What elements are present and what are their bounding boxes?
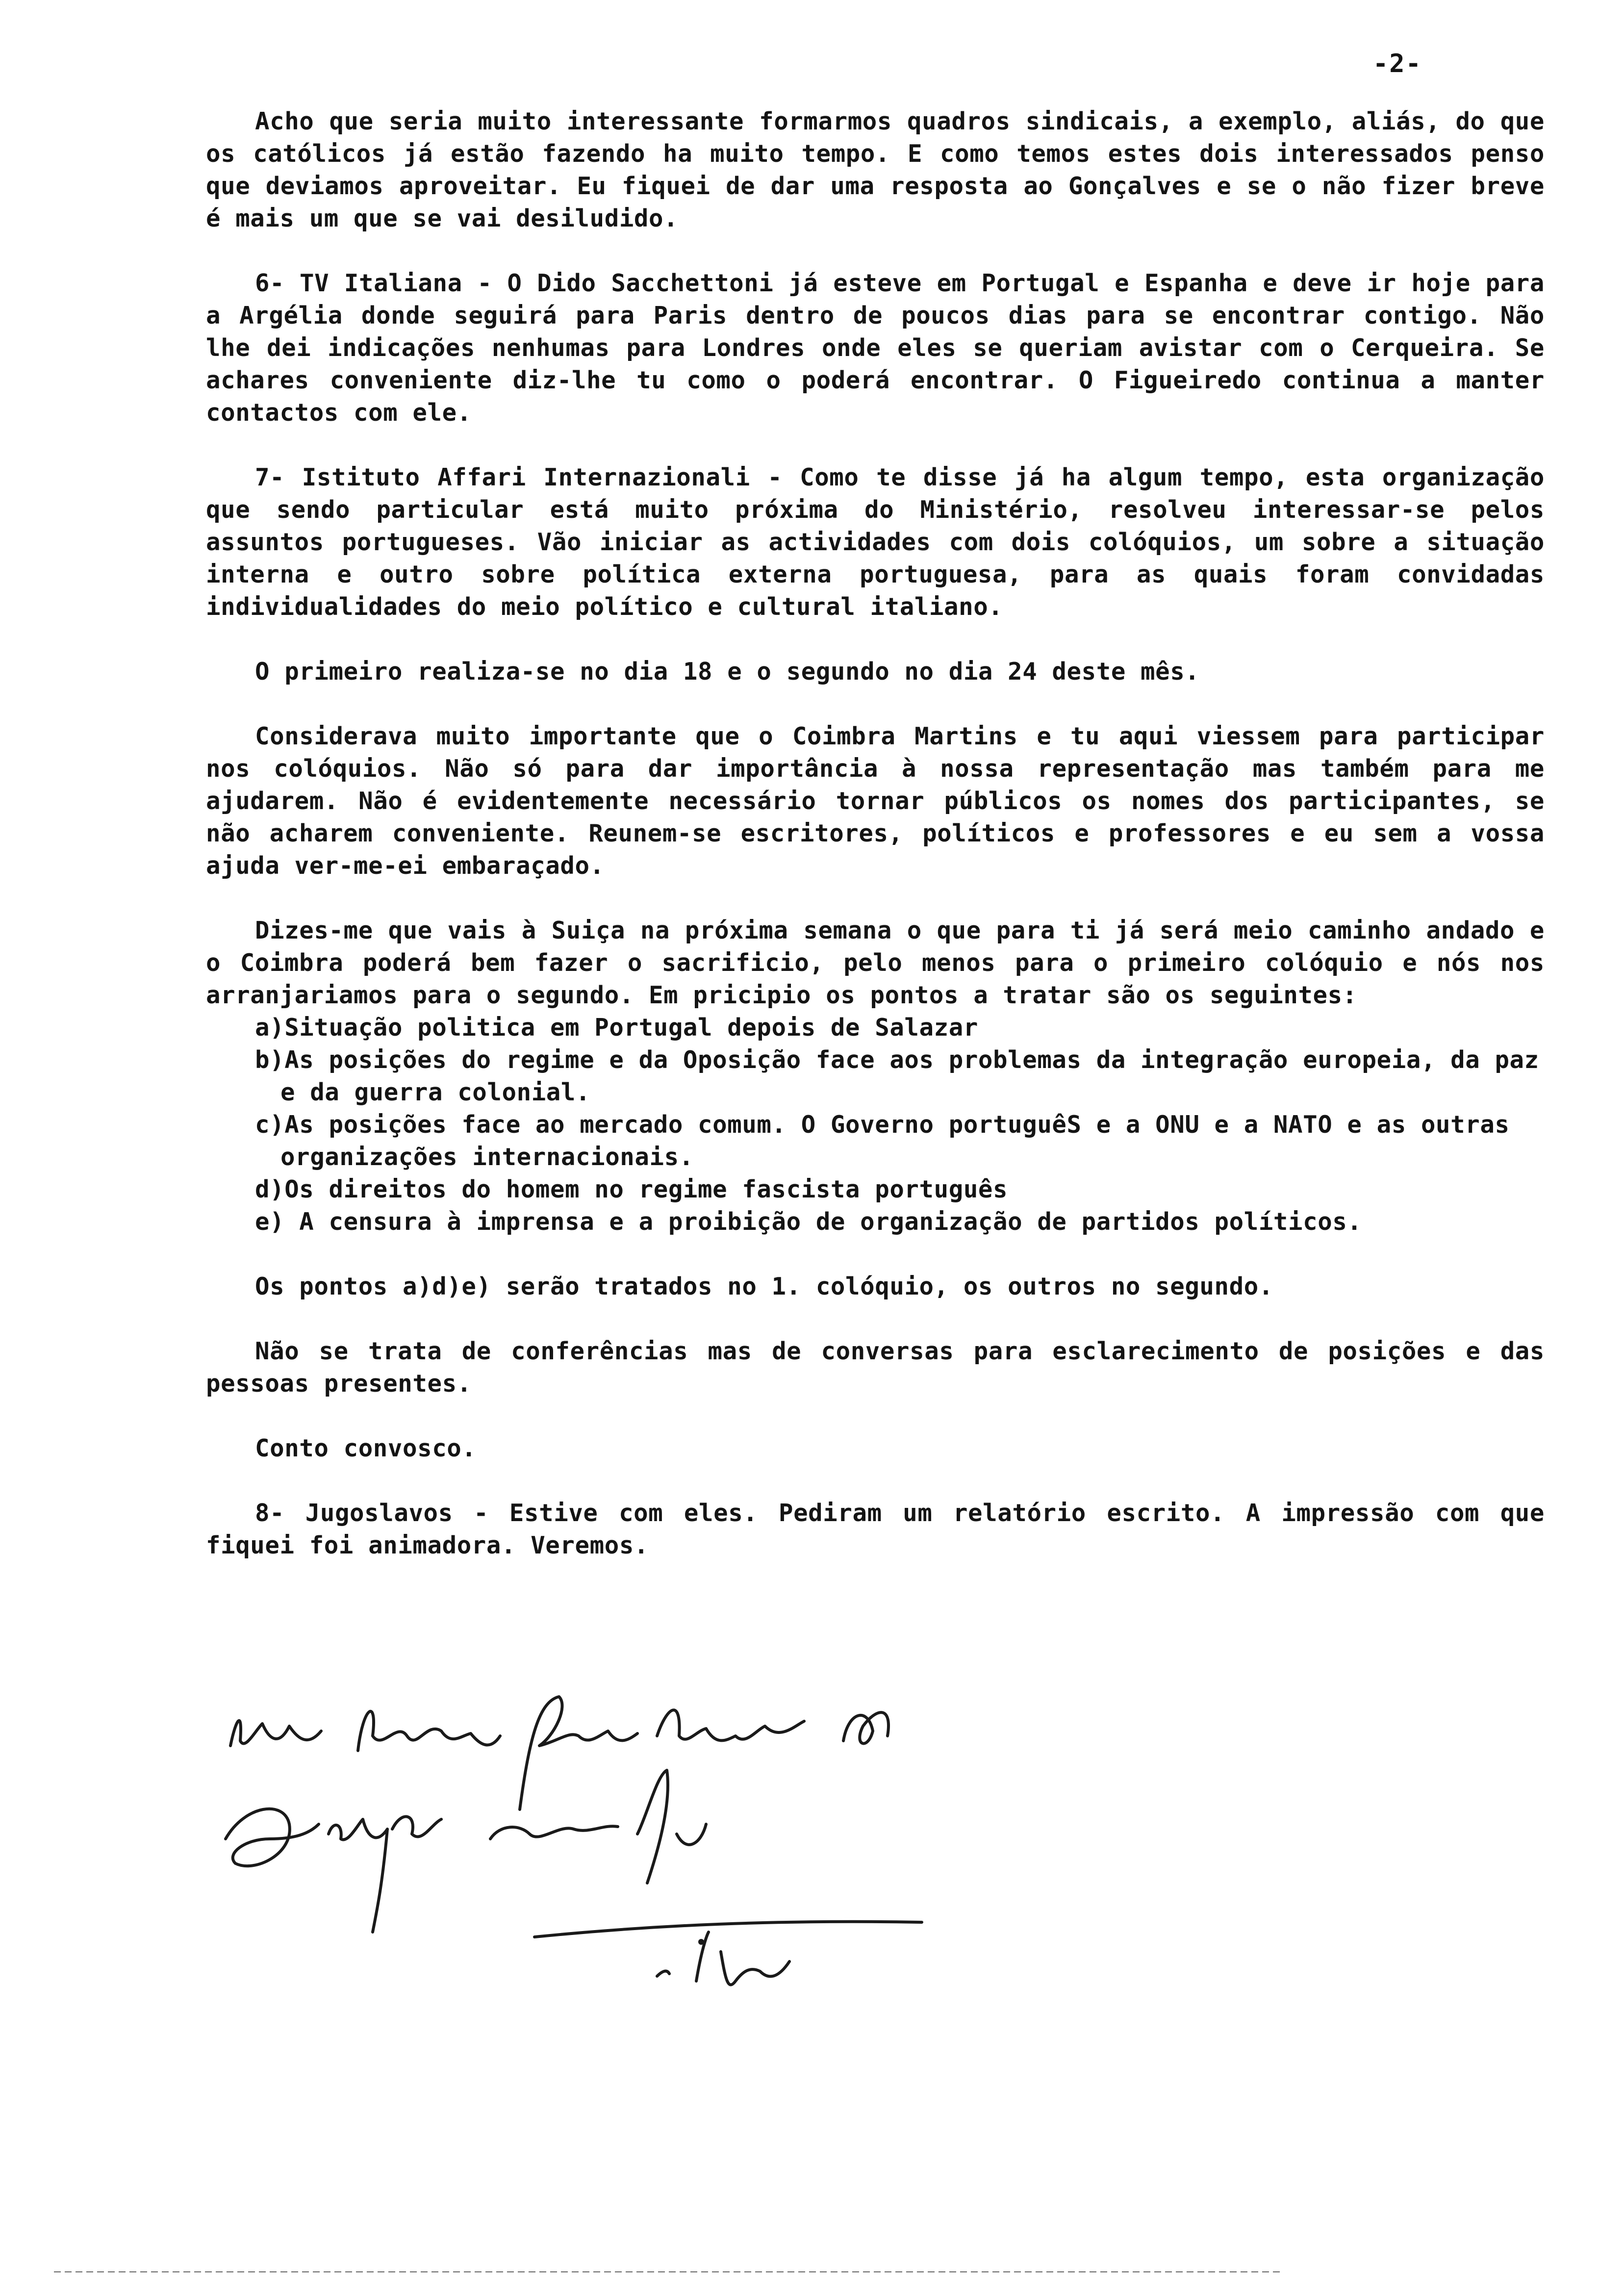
paragraph-istituto-affari: 7- Istituto Affari Internazionali - Como te disse já ha algum tempo, esta organização que sendo particular está muito próxima do Ministério, resolveu interessar-se pelos assuntos portugueses. Vão iniciar as actividades com dois colóquios, um sobre a situação interna e outro sobre política externa portuguesa, para as quais foram convidadas individualidades do meio político e cultural italiano. (206, 463, 1545, 621)
letter-body (206, 105, 1545, 1594)
handwritten-signature (216, 1677, 1344, 2050)
paragraph-suica: Dizes-me que vais à Suiça na próxima semana o que para ti já será meio caminho andado e o Coimbra poderá bem fazer o sacrificio, pelo menos para o primeiro colóquio e nós nos arranjariamos para o segundo. Em pricipio os pontos a tratar são os seguintes: (206, 916, 1545, 1009)
paragraph-jugoslavos: 8- Jugoslavos - Estive com eles. Pediram um relatório escrito. A impressão com que fiquei foi animadora. Veremos. (206, 1499, 1545, 1559)
paragraph-points: Os pontos a)d)e) serão tratados no 1. colóquio, os outros no segundo. (255, 1273, 1273, 1300)
paragraph-participation: Considerava muito importante que o Coimbra Martins e tu aqui viessem para participar nos colóquios. Não só para dar importância à nossa representação mas também para me ajudarem. Não é evidentemente necessário tornar públicos os nomes dos participantes, se não acharem conveniente. Reunem-se escritores, políticos e professores e eu sem a vossa ajuda ver-me-ei embaraçado. (206, 722, 1545, 880)
paragraph-tv-italiana: 6- TV Italiana - O Dido Sacchettoni já esteve em Portugal e Espanha e deve ir hoje para a Argélia donde seguirá para Paris dentro de poucos dias para se encontrar contigo. Não lhe dei indicações nenhumas para Londres onde eles se queriam avistar com o Cerqueira. Se achares conveniente diz-lhe tu como o poderá encontrar. O Figueiredo continua a manter contactos com ele. (206, 269, 1545, 427)
topic-item: a)Situação politica em Portugal depois de Salazar (255, 1014, 978, 1042)
topics-list (206, 1012, 1545, 1238)
paragraph-dates: O primeiro realiza-se no dia 18 e o segundo no dia 24 deste mês. (255, 658, 1200, 686)
topic-item: c)As posições face ao mercado comum. O Governo portuguêS e a ONU e a NATO e as outras organizações internacionais. (255, 1111, 1510, 1171)
paragraph-conto: Conto convosco. (255, 1434, 477, 1462)
paragraph-sindicais: Acho que seria muito interessante formarmos quadros sindicais, a exemplo, aliás, do que os católicos já estão fazendo ha muito tempo. E como temos estes dois interessados penso que deviamos aproveitar. Eu fiquei de dar uma resposta ao Gonçalves e se o não fizer breve é mais um que se vai desiludido. (206, 107, 1545, 232)
signature-drawing (216, 1677, 1344, 2050)
topic-item: b)As posições do regime e da Oposição face aos problemas da integração europeia, da paz e da guerra colonial. (255, 1046, 1539, 1106)
scan-edge-line (54, 2271, 1280, 2272)
topic-item: d)Os direitos do homem no regime fascista português (255, 1175, 1008, 1203)
page-number: -2- (1373, 49, 1422, 78)
paragraph-conversas: Não se trata de conferências mas de conversas para esclarecimento de posições e das pessoas presentes. (206, 1337, 1545, 1398)
topic-item: e) A censura à imprensa e a proibição de organização de partidos políticos. (255, 1208, 1362, 1236)
